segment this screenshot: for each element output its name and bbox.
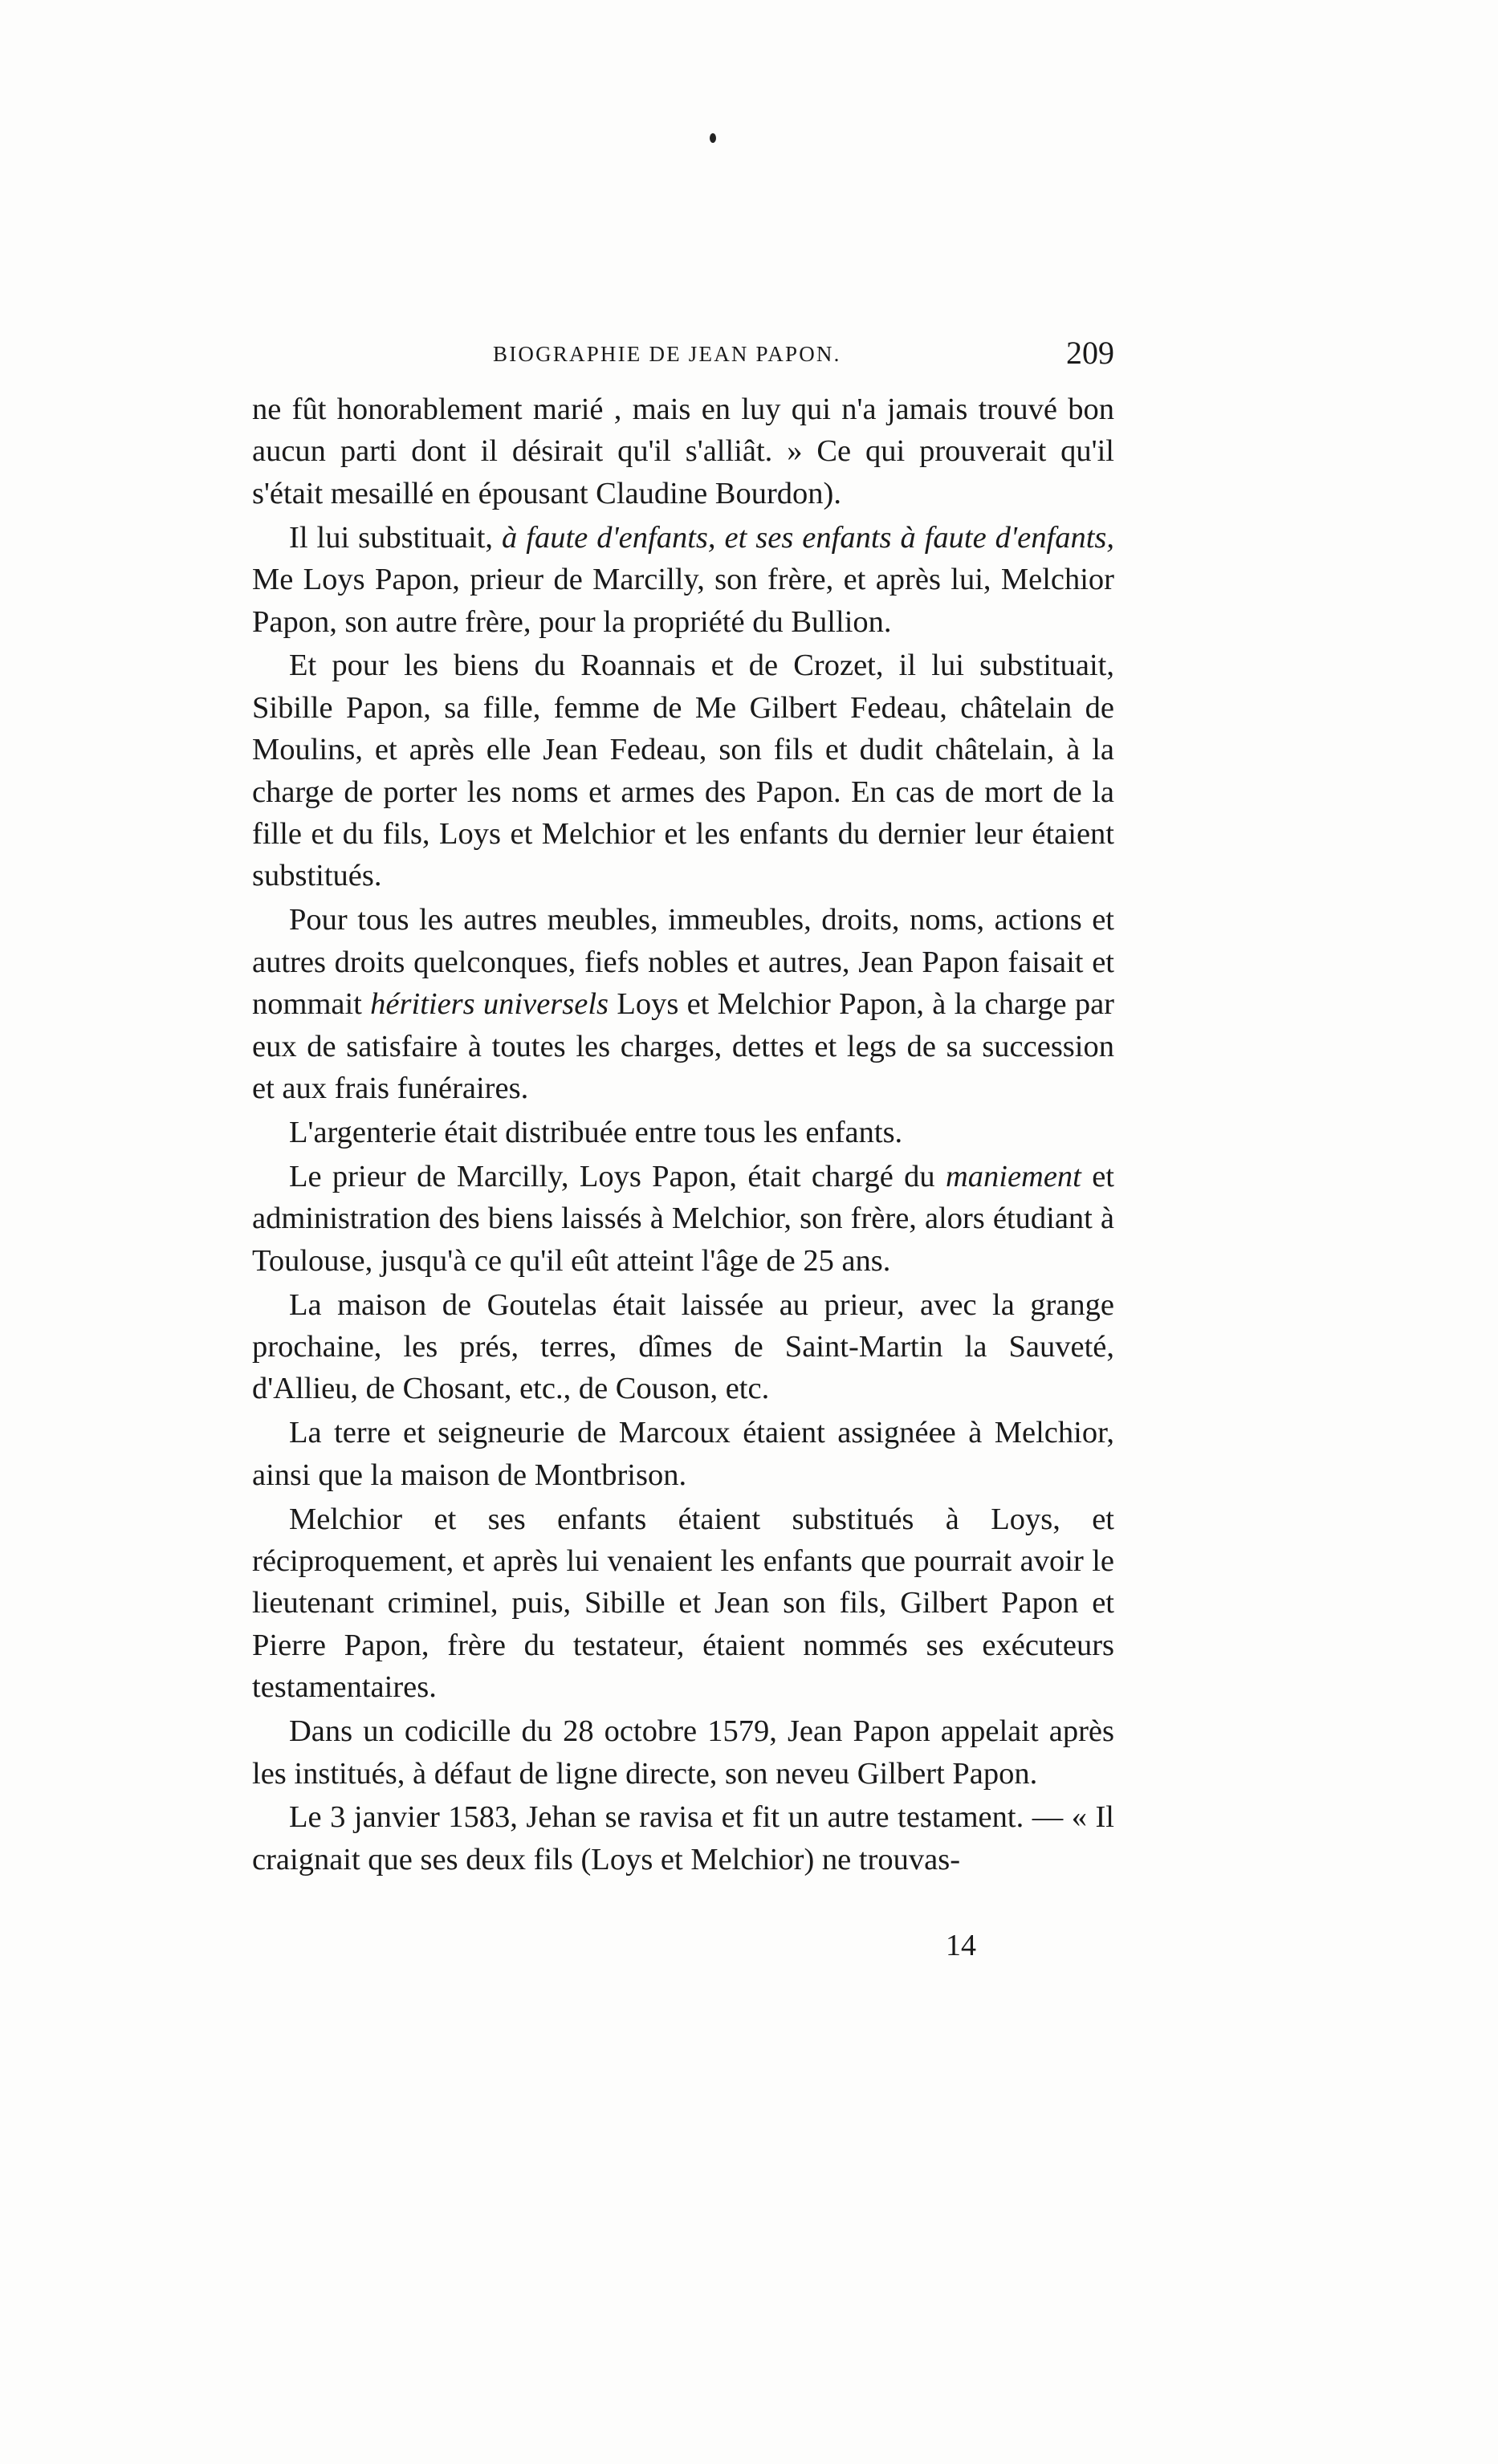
body-text [252,388,1114,1883]
text-run: Me Loys Papon, prieur de Marcilly, son frère, et après lui, Melchior Papon, son autre frère, pour la propriété du Bullion. [252,563,1114,639]
text-run: La terre et seigneurie de Marcoux étaient assignéee à Melchior, ainsi que la maison de Montbrison. [252,1416,1114,1492]
text-run: Il lui substituait, [289,520,503,555]
paragraph [252,1284,1114,1410]
paragraph [252,1156,1114,1282]
italic-text: maniement [945,1159,1081,1193]
paragraph [252,1710,1114,1795]
paragraph [252,388,1114,514]
paragraph [252,899,1114,1109]
signature-mark: 14 [946,1929,976,1962]
running-title: BIOGRAPHIE DE JEAN PAPON. [493,342,841,366]
text-run: Et pour les biens du Roannais et de Crozet, il lui substituait, Sibille Papon, sa fille, femme de Me Gilbert Fedeau, châtelain de Moulins, et après elle Jean Fedeau, son fils et dudit châtelain, à la charge de porter les noms et armes des Papon. En cas de mort de la fille et du fils, Loys et Melchior et les enfants du dernier leur étaient substitués. [252,649,1114,893]
paragraph [252,1498,1114,1709]
paragraph [252,517,1114,643]
paragraph [252,1112,1114,1153]
text-run: La maison de Goutelas était laissée au prieur, avec la grange prochaine, les prés, terres, dîmes de Saint-Martin la Sauveté, d'Allieu, de Chosant, etc., de Couson, etc. [252,1287,1114,1406]
running-head [252,337,1114,377]
text-run: et administration des biens laissés à Melchior, son frère, alors étudiant à Toulouse, jusqu'à ce qu'il eût atteint l'âge de 25 ans. [252,1159,1114,1278]
ink-speck [710,133,716,143]
page-number: 209 [1066,335,1114,371]
text-run: Le 3 janvier 1583, Jehan se ravisa et fit un autre testament. — « Il craignait que ses deux fils (Loys et Melchior) ne trouvas- [252,1800,1114,1876]
italic-text: à faute d'enfants, et ses enfants à faute d'enfants, [502,520,1114,555]
text-run: Loys et Melchior Papon, à la charge par eux de satisfaire à toutes les charges, dettes et legs de sa succession et aux frais funéraires. [252,987,1114,1105]
paragraph [252,1796,1114,1881]
text-run: Dans un codicille du 28 octobre 1579, Jean Papon appelait après les institués, à défaut de ligne directe, son neveu Gilbert Papon. [252,1714,1114,1791]
text-run: Melchior et ses enfants étaient substitués à Loys, et réciproquement, et après lui venaient les enfants que pourrait avoir le lieutenant criminel, puis, Sibille et Jean son fils, Gilbert Papon et Pierre Papon, frère du testateur, étaient nommés ses exécuteurs testamentaires. [252,1502,1114,1705]
text-run: L'argenterie était distribuée entre tous les enfants. [289,1115,903,1149]
text-run: Le prieur de Marcilly, Loys Papon, était chargé du [289,1159,946,1193]
text-run: ne fût honorablement marié , mais en luy qui n'a jamais trouvé bon aucun parti dont il désirait qu'il s'alliât. » Ce qui prouverait qu'il s'était mesaillé en épousant Claudine Bourdon). [252,392,1114,510]
paragraph [252,1412,1114,1496]
text-run: Pour tous les autres meubles, immeubles, droits, noms, actions et autres droits quelconques, fiefs nobles et autres, Jean Papon faisait et nommait [252,903,1114,1022]
italic-text: héritiers universels [370,987,609,1022]
paragraph [252,644,1114,897]
